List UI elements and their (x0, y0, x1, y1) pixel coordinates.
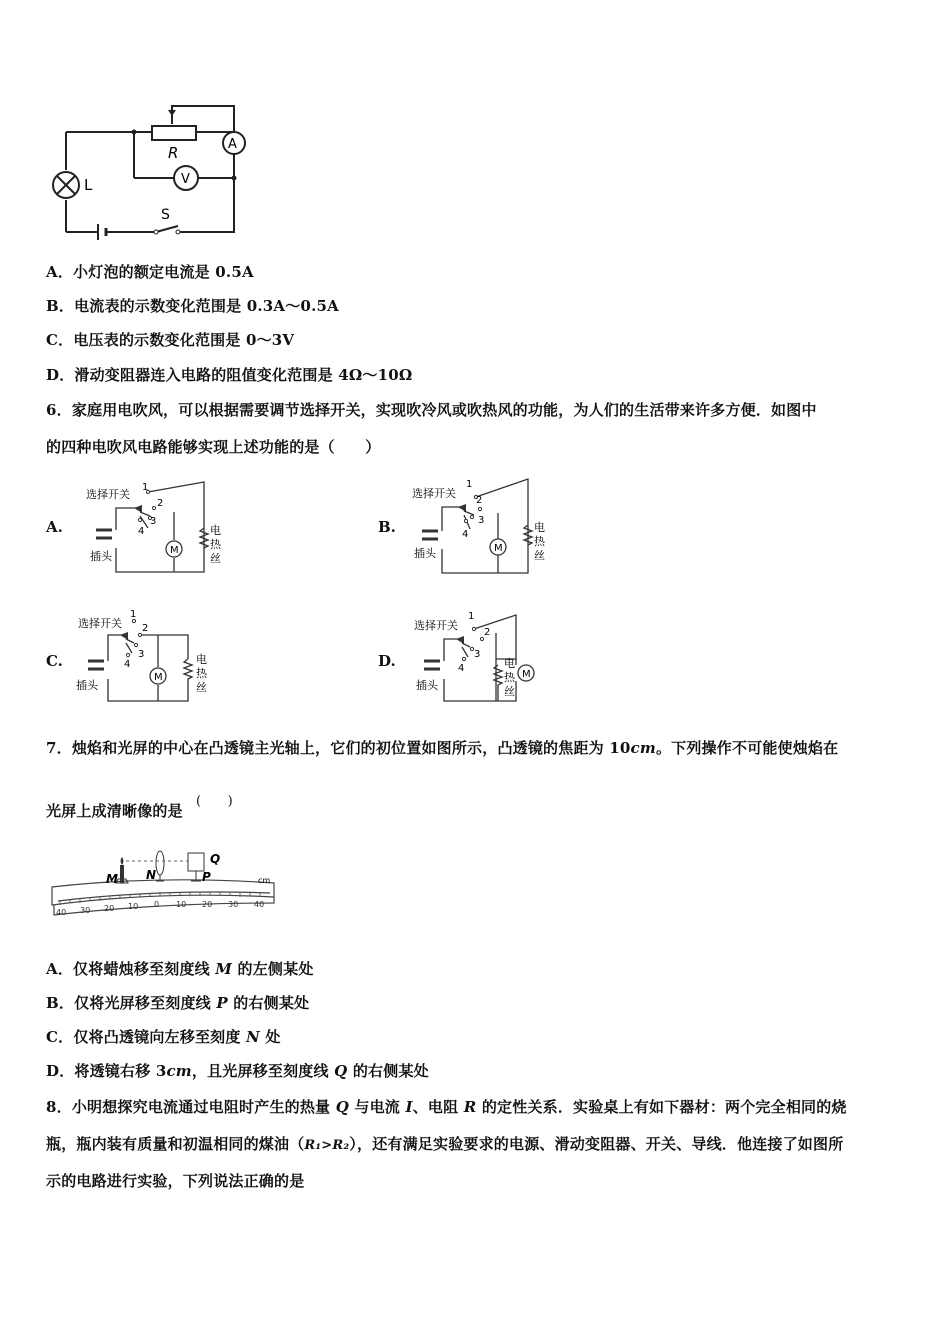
node-2-label: 2 (142, 623, 149, 634)
mark-p-label: P (202, 870, 211, 884)
option-text: A．仅将蜡烛移至刻度线 (46, 960, 210, 978)
q7-stem-text: 。下列操作不可能使烛焰在 (655, 739, 839, 757)
unit-label: cm (258, 876, 271, 885)
option-text: B．仅将光屏移至刻度线 (46, 994, 211, 1012)
node-4-label: 4 (124, 659, 131, 670)
var-i: I (405, 1098, 413, 1116)
q7-optical-bench (48, 845, 278, 923)
q5-option-a: A．小灯泡的额定电流是 0.5A (46, 263, 254, 281)
q6-figure-d (412, 605, 562, 705)
unit-cm: cm (166, 1062, 192, 1080)
var-q: Q (335, 1098, 349, 1116)
option-text: D．将透镜右移 3 (46, 1062, 167, 1080)
motor-label: M (170, 545, 179, 556)
tick-label: 0 (154, 900, 160, 909)
tick-label: 40 (56, 908, 67, 917)
q7-option-d (46, 1060, 429, 1081)
tick-label: 20 (202, 900, 213, 909)
node-4-label: 4 (462, 529, 469, 540)
node-3-label: 3 (478, 515, 485, 526)
q5-circuit-diagram (48, 98, 258, 244)
heater-label: 电 (210, 524, 221, 537)
node-4-label: 4 (138, 526, 145, 537)
q8-stem-line2 (46, 1133, 843, 1154)
q6-figure-a (84, 478, 234, 578)
node-1-label: 1 (466, 479, 473, 490)
heater-label: 丝 (504, 685, 515, 698)
q6-figure-c (76, 605, 226, 705)
node-4-label: 4 (458, 663, 465, 674)
q5-option-d: D．滑动变阻器连入电路的阻值变化范围是 4Ω～10Ω (46, 366, 413, 384)
option-text: 处 (265, 1028, 281, 1046)
ammeter-label: A (228, 137, 237, 152)
q7-stem-text: 7．烛焰和光屏的中心在凸透镜主光轴上，它们的初位置如图所示，凸透镜的焦距为 10 (46, 739, 631, 757)
var-p: P (216, 994, 228, 1012)
unit-cm: cm (630, 739, 656, 757)
q8-stem-line3: 示的电路进行实验，下列说法正确的是 (46, 1172, 305, 1190)
stem-text: 8．小明想探究电流通过电阻时产生的热量 (46, 1098, 331, 1116)
node-3-label: 3 (474, 649, 481, 660)
q6-option-a-label: A. (46, 518, 63, 536)
node-2-label: 2 (157, 498, 164, 509)
q6-option-c-label: C. (46, 652, 63, 670)
node-1-label: 1 (142, 482, 149, 493)
heater-label: 电 (504, 657, 515, 670)
q5-option-b: B．电流表的示数变化范围是 0.3A～0.5A (46, 297, 339, 315)
q6-stem-line2: 的四种电吹风电路能够实现上述功能的是（ ） (46, 438, 381, 456)
heater-label: 电 (534, 521, 545, 534)
stem-text: 、电阻 (412, 1098, 459, 1116)
node-1-label: 1 (468, 611, 475, 622)
node-3-label: 3 (150, 516, 157, 527)
stem-text: 的定性关系．实验桌上有如下器材：两个完全相同的烧 (481, 1098, 847, 1116)
tick-label: 30 (228, 900, 239, 909)
q7-answer-paren: ( ) (196, 794, 233, 809)
node-2-label: 2 (476, 495, 483, 506)
heater-label: 热 (196, 667, 207, 680)
heater-label: 丝 (196, 681, 207, 694)
switch-label: 选择开关 (78, 617, 122, 630)
option-text: 的右侧某处 (352, 1062, 429, 1080)
node-2-label: 2 (484, 627, 491, 638)
tick-label: 30 (80, 906, 91, 915)
var-q: Q (334, 1062, 348, 1080)
heater-label: 热 (534, 535, 545, 548)
switch-label: 选择开关 (86, 488, 130, 501)
motor-label: M (154, 672, 163, 683)
switch-label: S (161, 207, 170, 223)
q7-option-a (46, 958, 314, 979)
tick-label: 10 (128, 902, 139, 911)
q5-option-c: C．电压表的示数变化范围是 0～3V (46, 331, 295, 349)
q8-stem-line1 (46, 1096, 847, 1117)
option-text: ，且光屏移至刻度线 (191, 1062, 329, 1080)
plug-label: 插头 (414, 547, 436, 560)
option-text: 的左侧某处 (237, 960, 314, 978)
q7-stem-line2: 光屏上成清晰像的是 (46, 802, 183, 820)
lamp-label: L (84, 176, 93, 194)
heater-label: 热 (504, 671, 515, 684)
node-1-label: 1 (130, 609, 137, 620)
q6-option-b-label: B. (378, 518, 396, 536)
var-r: R (463, 1098, 477, 1116)
option-text: C．仅将凸透镜向左移至刻度 (46, 1028, 241, 1046)
heater-label: 丝 (534, 549, 545, 562)
plug-label: 插头 (416, 679, 438, 692)
tick-label: 10 (176, 900, 187, 909)
q7-option-c (46, 1026, 281, 1047)
plug-label: 插头 (90, 550, 112, 563)
q6-option-d-label: D. (378, 652, 396, 670)
stem-text: 瓶，瓶内装有质量和初温相同的煤油（ (46, 1135, 305, 1153)
option-text: 的右侧某处 (233, 994, 310, 1012)
q7-option-b (46, 992, 309, 1013)
heater-label: 电 (196, 653, 207, 666)
motor-label: M (522, 669, 531, 680)
switch-label: 选择开关 (412, 487, 456, 500)
q7-stem-line1 (46, 737, 838, 758)
mark-q-label: Q (210, 852, 221, 866)
var-m: M (215, 960, 233, 978)
tick-label: 20 (104, 904, 115, 913)
plug-label: 插头 (76, 679, 98, 692)
motor-label: M (494, 543, 503, 554)
switch-label: 选择开关 (414, 619, 458, 632)
heater-label: 热 (210, 538, 221, 551)
voltmeter-label: V (181, 172, 190, 187)
stem-text: 与电流 (354, 1098, 401, 1116)
resistance-relation: R₁>R₂ (304, 1138, 350, 1153)
q6-figure-b (410, 475, 560, 575)
heater-label: 丝 (210, 552, 221, 565)
var-n: N (245, 1028, 260, 1046)
mark-m-label: M (106, 872, 118, 886)
mark-n-label: N (146, 868, 157, 882)
rheostat-label: R (168, 144, 179, 162)
q6-stem-line1: 6．家庭用电吹风，可以根据需要调节选择开关，实现吹冷风或吹热风的功能，为人们的生活带来许多方便．如图中 (46, 401, 817, 419)
stem-text: ），还有满足实验要求的电源、滑动变阻器、开关、导线．他连接了如图所 (349, 1135, 844, 1153)
tick-label: 40 (254, 900, 265, 909)
node-3-label: 3 (138, 649, 145, 660)
